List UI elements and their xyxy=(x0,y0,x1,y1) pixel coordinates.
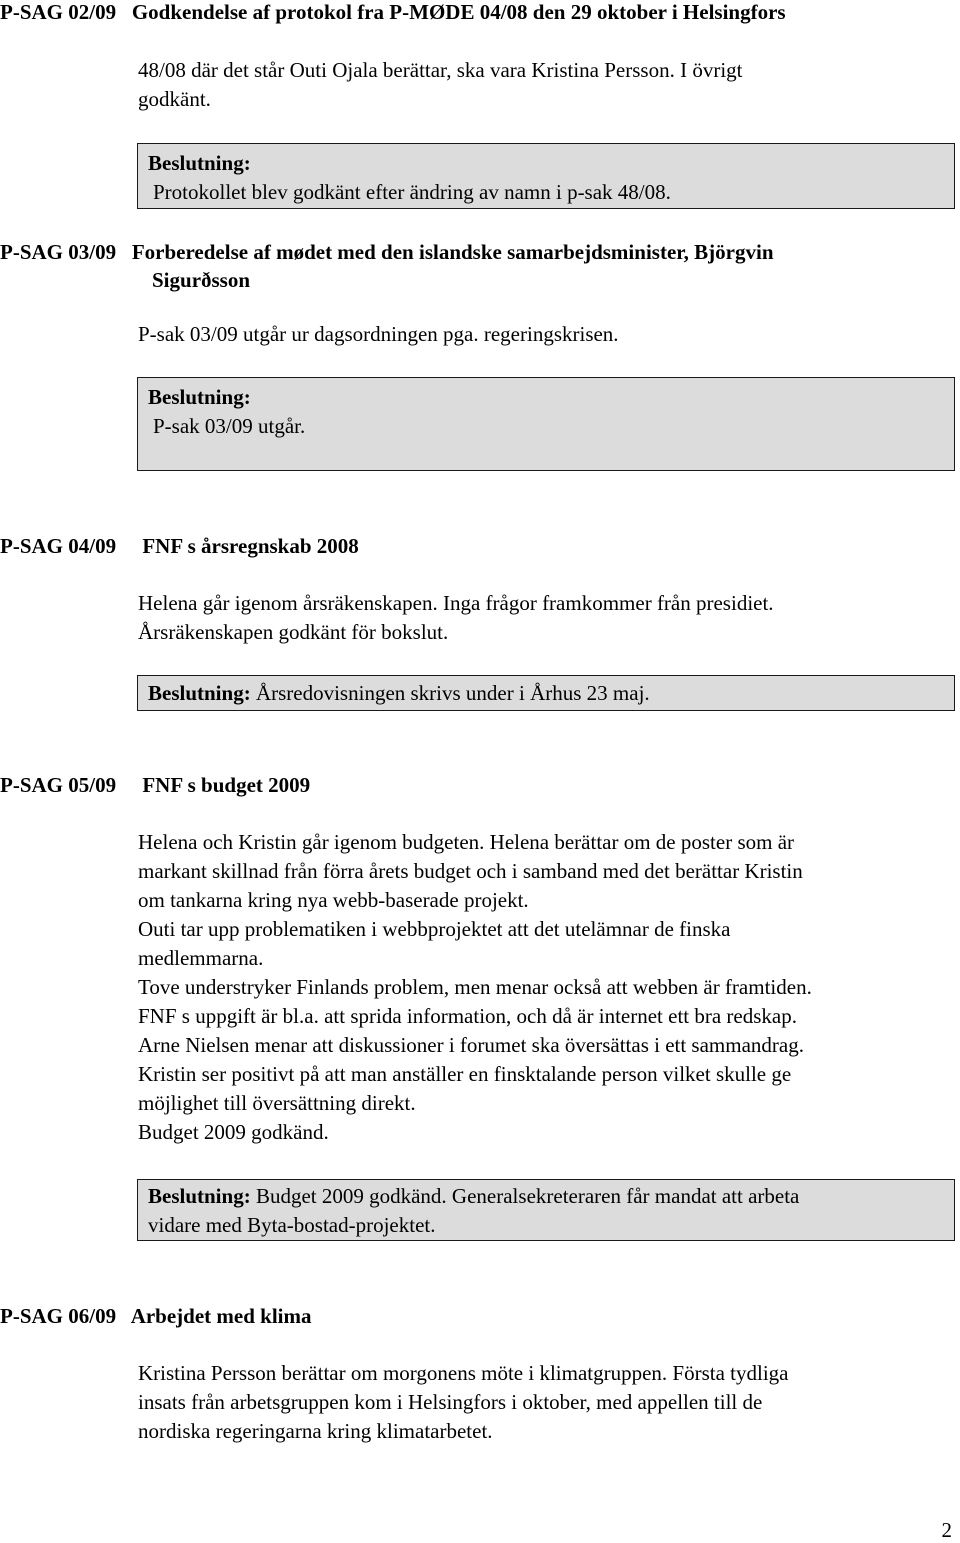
paragraph-line: Tove understryker Finlands problem, men menar också att webben är framtiden. xyxy=(138,975,812,999)
section-heading-05-09 xyxy=(0,773,310,798)
section-title: FNF s årsregnskab 2008 xyxy=(142,534,359,558)
section-title-continued: Sigurðsson xyxy=(152,268,251,292)
section-code: P-SAG 06/09 xyxy=(0,1304,117,1328)
section-code: P-SAG 03/09 xyxy=(0,240,117,264)
decision-box xyxy=(137,143,955,209)
decision-label: Beslutning: xyxy=(148,681,251,705)
section-title: Arbejdet med klima xyxy=(130,1304,312,1328)
section-paragraph xyxy=(138,320,619,349)
decision-label: Beslutning: xyxy=(148,1184,251,1208)
decision-label: Beslutning: xyxy=(148,151,251,175)
paragraph-line: godkänt. xyxy=(138,87,211,111)
section-paragraph xyxy=(138,56,743,114)
paragraph-line: FNF s uppgift är bl.a. att sprida information, och då är internet ett bra redskap. xyxy=(138,1004,797,1028)
page-number: 2 xyxy=(941,1518,952,1542)
paragraph-line: Outi tar upp problematiken i webbprojektet att det utelämnar de finska xyxy=(138,917,731,941)
paragraph-line: medlemmarna. xyxy=(138,946,264,970)
decision-text: Årsredovisningen skrivs under i Århus 23 maj. xyxy=(255,681,650,705)
paragraph-line: Kristina Persson berättar om morgonens möte i klimatgruppen. Första tydliga xyxy=(138,1361,789,1385)
decision-box xyxy=(137,377,955,471)
paragraph-line: Helena och Kristin går igenom budgeten. Helena berättar om de poster som är xyxy=(138,830,795,854)
decision-box xyxy=(137,675,955,711)
section-heading-06-09 xyxy=(0,1304,312,1329)
section-title: FNF s budget 2009 xyxy=(142,773,311,797)
paragraph-line: Budget 2009 godkänd. xyxy=(138,1120,329,1144)
paragraph-line: möjlighet till översättning direkt. xyxy=(138,1091,416,1115)
decision-text: Protokollet blev godkänt efter ändring av namn i p-sak 48/08. xyxy=(153,180,671,204)
section-heading-04-09 xyxy=(0,534,359,559)
decision-box xyxy=(137,1179,955,1241)
section-heading-02-09 xyxy=(0,0,786,25)
paragraph-line: 48/08 där det står Outi Ojala berättar, ska vara Kristina Persson. I övrigt xyxy=(138,58,743,82)
decision-text: Budget 2009 godkänd. Generalsekreteraren får mandat att arbeta xyxy=(255,1184,800,1208)
section-code: P-SAG 02/09 xyxy=(0,0,117,24)
paragraph-line: om tankarna kring nya webb-baserade projekt. xyxy=(138,888,529,912)
paragraph-line: insats från arbetsgruppen kom i Helsingfors i oktober, med appellen till de xyxy=(138,1390,763,1414)
section-heading-03-09 xyxy=(0,240,774,265)
paragraph-line: Årsräkenskapen godkänt för bokslut. xyxy=(138,620,449,644)
section-paragraph xyxy=(138,589,774,647)
section-paragraph xyxy=(138,1359,789,1446)
decision-text-continued: vidare med Byta-bostad-projektet. xyxy=(148,1213,436,1237)
paragraph-line: Kristin ser positivt på att man anställer en finsktalande person vilket skulle ge xyxy=(138,1062,792,1086)
paragraph-line: nordiska regeringarna kring klimatarbetet. xyxy=(138,1419,493,1443)
decision-text: P-sak 03/09 utgår. xyxy=(153,414,306,438)
decision-label: Beslutning: xyxy=(148,385,251,409)
section-paragraph xyxy=(138,828,812,1147)
paragraph-line: Arne Nielsen menar att diskussioner i forumet ska översättas i ett sammandrag. xyxy=(138,1033,804,1057)
paragraph-line: Helena går igenom årsräkenskapen. Inga frågor framkommer från presidiet. xyxy=(138,591,774,615)
paragraph-line: markant skillnad från förra årets budget och i samband med det berättar Kristin xyxy=(138,859,803,883)
section-code: P-SAG 05/09 xyxy=(0,773,117,797)
section-title: Forberedelse af mødet med den islandske samarbejdsminister, Björgvin xyxy=(131,240,774,264)
paragraph-line: P-sak 03/09 utgår ur dagsordningen pga. regeringskrisen. xyxy=(138,322,619,346)
section-code: P-SAG 04/09 xyxy=(0,534,117,558)
section-title: Godkendelse af protokol fra P-MØDE 04/08 den 29 oktober i Helsingfors xyxy=(131,0,786,24)
